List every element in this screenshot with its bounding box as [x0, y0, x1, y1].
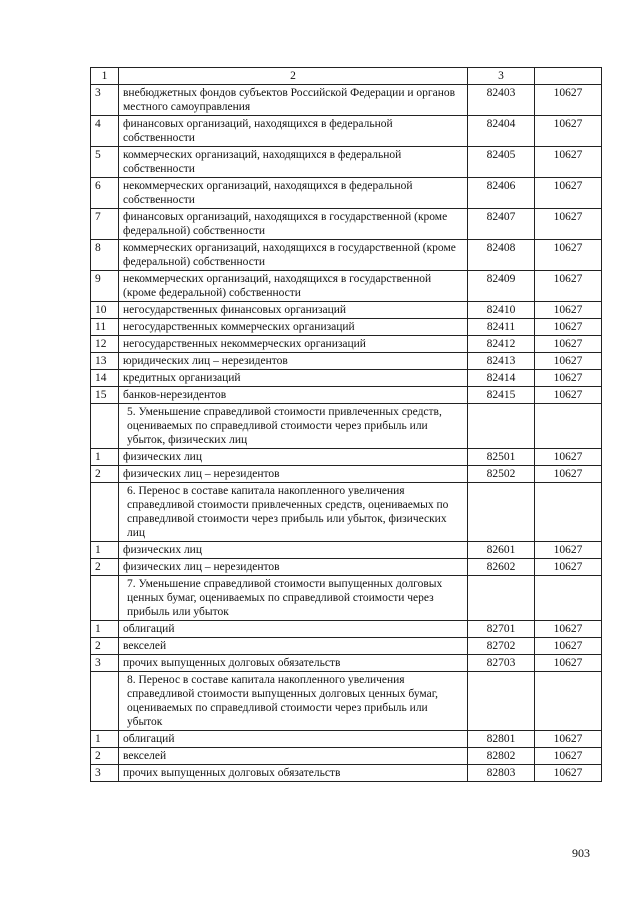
- row-description-cell: юридических лиц – нерезидентов: [119, 353, 468, 370]
- account-code-cell: 82702: [468, 638, 535, 655]
- symbol-code-cell: 10627: [535, 336, 602, 353]
- row-number-cell: [91, 672, 119, 731]
- account-code-cell: 82407: [468, 209, 535, 240]
- row-description-cell: физических лиц – нерезидентов: [119, 559, 468, 576]
- row-number-cell: 3: [91, 85, 119, 116]
- table-row: [91, 559, 602, 576]
- row-description-cell: облигаций: [119, 621, 468, 638]
- table-row: [91, 765, 602, 782]
- row-number-cell: 2: [91, 748, 119, 765]
- row-number-cell: 4: [91, 116, 119, 147]
- header-col-3: 3: [468, 68, 535, 85]
- symbol-code-cell: 10627: [535, 271, 602, 302]
- account-code-cell: 82602: [468, 559, 535, 576]
- account-code-cell: 82408: [468, 240, 535, 271]
- row-number-cell: 8: [91, 240, 119, 271]
- row-number-cell: 2: [91, 638, 119, 655]
- row-description-cell: прочих выпущенных долговых обязательств: [119, 655, 468, 672]
- row-description-cell: некоммерческих организаций, находящихся в государственной (кроме федеральной) собственности: [119, 271, 468, 302]
- symbol-code-cell: 10627: [535, 748, 602, 765]
- account-code-cell: 82415: [468, 387, 535, 404]
- row-description-cell: финансовых организаций, находящихся в государственной (кроме федеральной) собственности: [119, 209, 468, 240]
- row-number-cell: 5: [91, 147, 119, 178]
- row-number-cell: 2: [91, 559, 119, 576]
- row-description-cell: банков-нерезидентов: [119, 387, 468, 404]
- table-row: [91, 209, 602, 240]
- row-number-cell: 11: [91, 319, 119, 336]
- section-heading-row: [91, 576, 602, 621]
- symbol-code-cell: 10627: [535, 302, 602, 319]
- row-number-cell: 13: [91, 353, 119, 370]
- account-code-cell: [468, 576, 535, 621]
- row-number-cell: 14: [91, 370, 119, 387]
- account-code-cell: 82411: [468, 319, 535, 336]
- header-col-1: 1: [91, 68, 119, 85]
- account-code-cell: 82501: [468, 449, 535, 466]
- row-number-cell: 7: [91, 209, 119, 240]
- row-description-cell: 6. Перенос в составе капитала накопленного увеличения справедливой стоимости привлеченных средств, оцениваемых по справедливой стоимости через прибыль или убыток, физических лиц: [119, 483, 468, 542]
- table-row: [91, 147, 602, 178]
- row-number-cell: 12: [91, 336, 119, 353]
- row-number-cell: [91, 404, 119, 449]
- table-row: [91, 271, 602, 302]
- symbol-code-cell: [535, 576, 602, 621]
- row-description-cell: коммерческих организаций, находящихся в федеральной собственности: [119, 147, 468, 178]
- table-row: [91, 542, 602, 559]
- row-description-cell: векселей: [119, 638, 468, 655]
- row-description-cell: 5. Уменьшение справедливой стоимости привлеченных средств, оцениваемых по справедливой стоимости через прибыль или убыток, физических лиц: [119, 404, 468, 449]
- row-number-cell: 1: [91, 621, 119, 638]
- row-description-cell: внебюджетных фондов субъектов Российской Федерации и органов местного самоуправления: [119, 85, 468, 116]
- row-number-cell: 2: [91, 466, 119, 483]
- table-row: [91, 748, 602, 765]
- table-row: [91, 387, 602, 404]
- account-code-cell: 82801: [468, 731, 535, 748]
- row-description-cell: негосударственных коммерческих организаций: [119, 319, 468, 336]
- section-heading-row: [91, 404, 602, 449]
- row-number-cell: [91, 483, 119, 542]
- table-row: [91, 449, 602, 466]
- account-code-cell: 82802: [468, 748, 535, 765]
- symbol-code-cell: 10627: [535, 449, 602, 466]
- row-description-cell: облигаций: [119, 731, 468, 748]
- row-number-cell: 3: [91, 765, 119, 782]
- symbol-code-cell: 10627: [535, 621, 602, 638]
- row-number-cell: 10: [91, 302, 119, 319]
- symbol-code-cell: 10627: [535, 353, 602, 370]
- table-row: [91, 336, 602, 353]
- table-row: [91, 621, 602, 638]
- row-number-cell: [91, 576, 119, 621]
- account-code-cell: 82404: [468, 116, 535, 147]
- symbol-code-cell: 10627: [535, 655, 602, 672]
- row-number-cell: 1: [91, 731, 119, 748]
- symbol-code-cell: [535, 483, 602, 542]
- symbol-code-cell: [535, 672, 602, 731]
- account-code-cell: 82413: [468, 353, 535, 370]
- row-description-cell: коммерческих организаций, находящихся в государственной (кроме федеральной) собственности: [119, 240, 468, 271]
- symbol-code-cell: 10627: [535, 116, 602, 147]
- row-description-cell: векселей: [119, 748, 468, 765]
- row-number-cell: 1: [91, 449, 119, 466]
- header-col-2: 2: [119, 68, 468, 85]
- table-body: [91, 68, 602, 782]
- table-row: [91, 370, 602, 387]
- table-row: [91, 85, 602, 116]
- table-row: [91, 655, 602, 672]
- symbol-code-cell: 10627: [535, 542, 602, 559]
- row-description-cell: физических лиц: [119, 542, 468, 559]
- table-row: [91, 731, 602, 748]
- row-description-cell: физических лиц: [119, 449, 468, 466]
- row-number-cell: 6: [91, 178, 119, 209]
- table-row: [91, 319, 602, 336]
- row-description-cell: финансовых организаций, находящихся в федеральной собственности: [119, 116, 468, 147]
- row-description-cell: прочих выпущенных долговых обязательств: [119, 765, 468, 782]
- account-code-cell: 82403: [468, 85, 535, 116]
- symbol-code-cell: 10627: [535, 240, 602, 271]
- account-code-cell: 82406: [468, 178, 535, 209]
- row-number-cell: 3: [91, 655, 119, 672]
- symbol-code-cell: 10627: [535, 319, 602, 336]
- account-code-cell: 82502: [468, 466, 535, 483]
- account-code-cell: 82703: [468, 655, 535, 672]
- account-code-cell: 82601: [468, 542, 535, 559]
- symbol-code-cell: 10627: [535, 731, 602, 748]
- symbol-code-cell: 10627: [535, 178, 602, 209]
- symbol-code-cell: [535, 404, 602, 449]
- row-description-cell: кредитных организаций: [119, 370, 468, 387]
- symbol-code-cell: 10627: [535, 559, 602, 576]
- symbol-code-cell: 10627: [535, 209, 602, 240]
- table-row: [91, 302, 602, 319]
- row-number-cell: 1: [91, 542, 119, 559]
- row-description-cell: негосударственных финансовых организаций: [119, 302, 468, 319]
- symbol-code-cell: 10627: [535, 370, 602, 387]
- symbol-code-cell: 10627: [535, 387, 602, 404]
- row-description-cell: 7. Уменьшение справедливой стоимости выпущенных долговых ценных бумаг, оцениваемых по справедливой стоимости через прибыль или убыток: [119, 576, 468, 621]
- table-row: [91, 353, 602, 370]
- symbol-code-cell: 10627: [535, 638, 602, 655]
- symbol-code-cell: 10627: [535, 85, 602, 116]
- row-description-cell: 8. Перенос в составе капитала накопленного увеличения справедливой стоимости выпущенных долговых ценных бумаг, оцениваемых по справедливой стоимости через прибыль или убыток: [119, 672, 468, 731]
- row-description-cell: негосударственных некоммерческих организаций: [119, 336, 468, 353]
- account-code-cell: [468, 672, 535, 731]
- section-heading-row: [91, 483, 602, 542]
- header-col-4: [535, 68, 602, 85]
- row-description-cell: физических лиц – нерезидентов: [119, 466, 468, 483]
- account-code-cell: [468, 483, 535, 542]
- table-row: [91, 240, 602, 271]
- row-description-cell: некоммерческих организаций, находящихся в федеральной собственности: [119, 178, 468, 209]
- symbol-code-cell: 10627: [535, 765, 602, 782]
- account-code-cell: 82412: [468, 336, 535, 353]
- table-row: [91, 178, 602, 209]
- symbol-code-cell: 10627: [535, 147, 602, 178]
- account-code-cell: 82803: [468, 765, 535, 782]
- account-code-cell: 82414: [468, 370, 535, 387]
- page-number: 903: [572, 846, 590, 860]
- table-row: [91, 116, 602, 147]
- table-row: [91, 466, 602, 483]
- account-code-cell: 82410: [468, 302, 535, 319]
- accounts-table: [90, 67, 602, 782]
- table-row: [91, 638, 602, 655]
- row-number-cell: 9: [91, 271, 119, 302]
- account-code-cell: [468, 404, 535, 449]
- account-code-cell: 82409: [468, 271, 535, 302]
- account-code-cell: 82405: [468, 147, 535, 178]
- table-header-row: [91, 68, 602, 85]
- row-number-cell: 15: [91, 387, 119, 404]
- symbol-code-cell: 10627: [535, 466, 602, 483]
- account-code-cell: 82701: [468, 621, 535, 638]
- section-heading-row: [91, 672, 602, 731]
